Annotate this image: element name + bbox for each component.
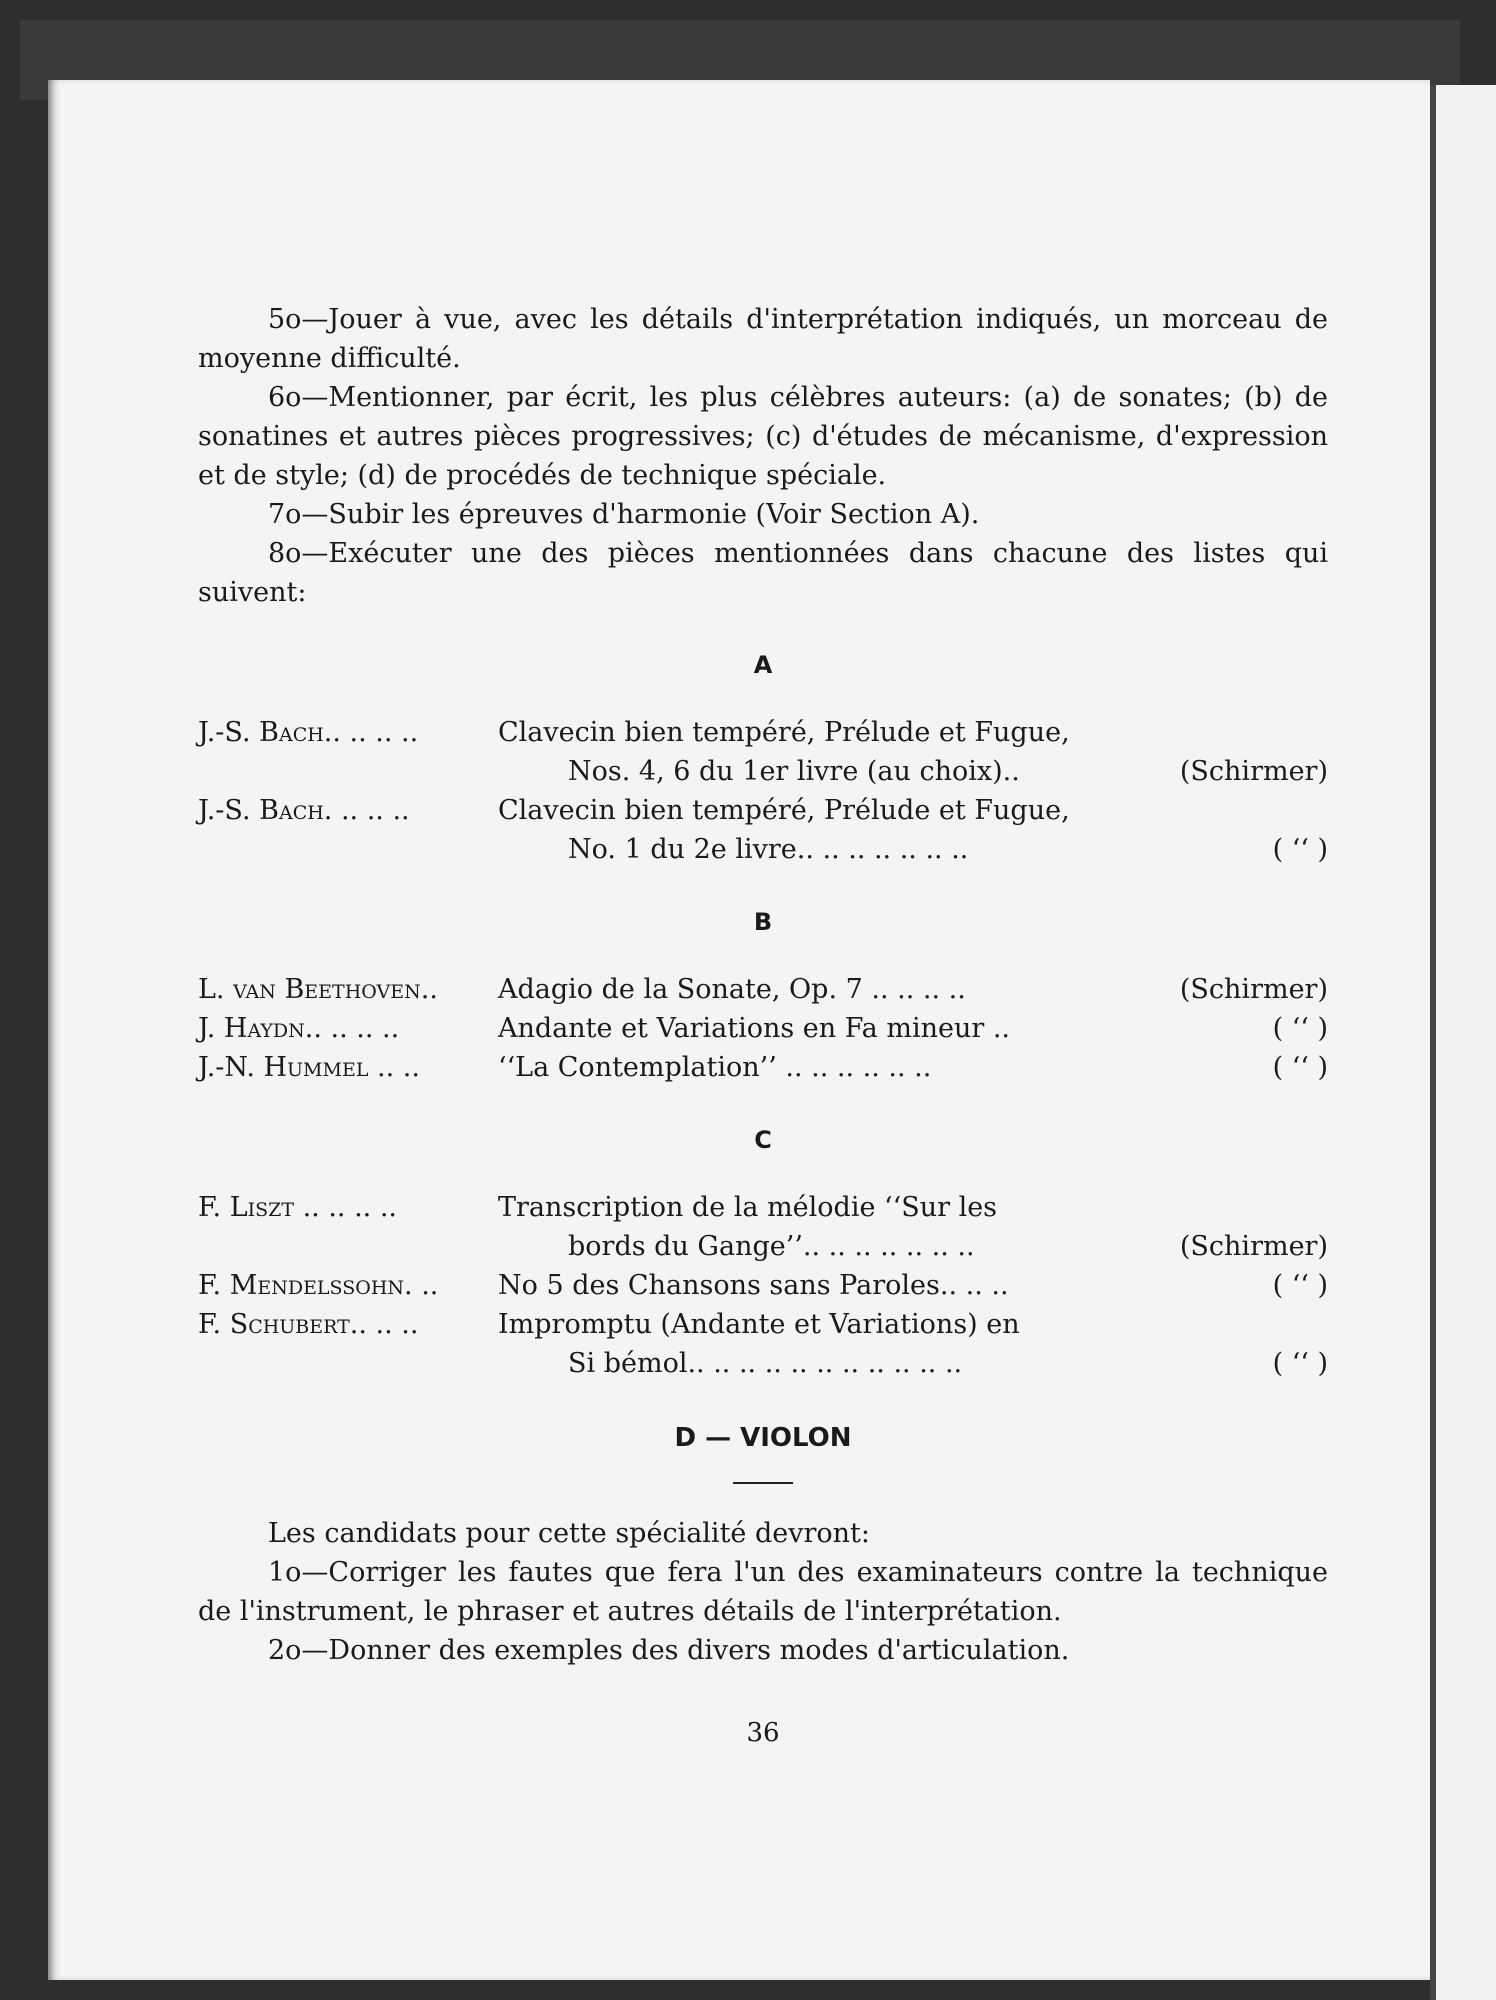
book-page <box>48 80 1430 1980</box>
violon-item-2: 2o—Donner des exemples des divers modes d'articulation. <box>268 1635 1070 1666</box>
list-item <box>198 1188 1328 1227</box>
list-item <box>198 713 1328 752</box>
publisher: ( ‘‘ ) <box>1272 1013 1328 1044</box>
work-title: ‘‘La Contemplation’’ .. .. .. .. .. .. <box>498 1052 932 1083</box>
divider <box>733 1482 793 1484</box>
composer-name: J.-S. Bach. .. .. .. <box>198 795 410 826</box>
work-title-continued: bords du Gange’’.. .. .. .. .. .. .. <box>568 1231 975 1262</box>
publisher: ( ‘‘ ) <box>1272 1348 1328 1379</box>
list-item <box>198 1305 1328 1344</box>
violon-intro: Les candidats pour cette spécialité devront: <box>268 1518 870 1549</box>
publisher: (Schirmer) <box>1179 974 1328 1005</box>
next-page-edge <box>1430 85 1496 2000</box>
list-item <box>198 1009 1328 1048</box>
work-title-continued: Nos. 4, 6 du 1er livre (au choix).. <box>568 756 1020 787</box>
composer-name: J.-S. Bach.. .. .. .. <box>198 717 419 748</box>
composer-name: L. van Beethoven.. <box>198 974 438 1005</box>
publisher: ( ‘‘ ) <box>1272 1270 1328 1301</box>
composer-name: F. Schubert.. .. .. <box>198 1309 419 1340</box>
work-title: Impromptu (Andante et Variations) en <box>498 1309 1020 1340</box>
work-title: Clavecin bien tempéré, Prélude et Fugue, <box>498 717 1070 748</box>
publisher: (Schirmer) <box>1179 1231 1328 1262</box>
list-item-continuation <box>198 830 1328 869</box>
item-7: 7o—Subir les épreuves d'harmonie (Voir Section A). <box>268 499 980 530</box>
page-content <box>198 300 1328 1753</box>
item-8: 8o—Exécuter une des pièces mentionnées dans chacune des listes qui suivent: <box>198 538 1328 608</box>
work-title-continued: Si bémol.. .. .. .. .. .. .. .. .. .. .. <box>568 1348 963 1379</box>
list-item <box>198 1266 1328 1305</box>
violon-item-1: 1o—Corriger les fautes que fera l'un des examinateurs contre la technique de l'instrument, le phraser et autres détails de l'interprétation. <box>198 1557 1328 1627</box>
list-item <box>198 791 1328 830</box>
composer-name: F. Liszt .. .. .. .. <box>198 1192 398 1223</box>
violon-section-title: D — VIOLON <box>674 1423 852 1453</box>
work-title: Clavecin bien tempéré, Prélude et Fugue, <box>498 795 1070 826</box>
section-a-heading: A <box>753 651 773 679</box>
composer-name: J. Haydn.. .. .. .. <box>198 1013 400 1044</box>
composer-name: J.-N. Hummel .. .. <box>198 1052 420 1083</box>
work-title-continued: No. 1 du 2e livre.. .. .. .. .. .. .. <box>568 834 969 865</box>
work-title: Adagio de la Sonate, Op. 7 .. .. .. .. <box>498 974 966 1005</box>
publisher: ( ‘‘ ) <box>1272 1052 1328 1083</box>
list-item <box>198 970 1328 1009</box>
work-title: Transcription de la mélodie ‘‘Sur les <box>498 1192 998 1223</box>
page-number: 36 <box>746 1718 780 1748</box>
list-item-continuation <box>198 1227 1328 1266</box>
list-item-continuation <box>198 1344 1328 1383</box>
list-item-continuation <box>198 752 1328 791</box>
section-c-heading: C <box>754 1126 772 1154</box>
publisher: (Schirmer) <box>1179 756 1328 787</box>
work-title: Andante et Variations en Fa mineur .. <box>498 1013 1010 1044</box>
composer-name: F. Mendelssohn. .. <box>198 1270 439 1301</box>
publisher: ( ‘‘ ) <box>1272 834 1328 865</box>
work-title: No 5 des Chansons sans Paroles.. .. .. <box>498 1270 1009 1301</box>
item-6: 6o—Mentionner, par écrit, les plus célèbres auteurs: (a) de sonates; (b) de sonatines et autres pièces progressives; (c) d'études de mécanisme, d'expression et de style; (d) de procédés de technique spéciale. <box>198 382 1328 491</box>
section-b-heading: B <box>753 908 773 936</box>
item-5: 5o—Jouer à vue, avec les détails d'interprétation indiqués, un morceau de moyenne difficulté. <box>198 304 1328 374</box>
list-item <box>198 1048 1328 1087</box>
